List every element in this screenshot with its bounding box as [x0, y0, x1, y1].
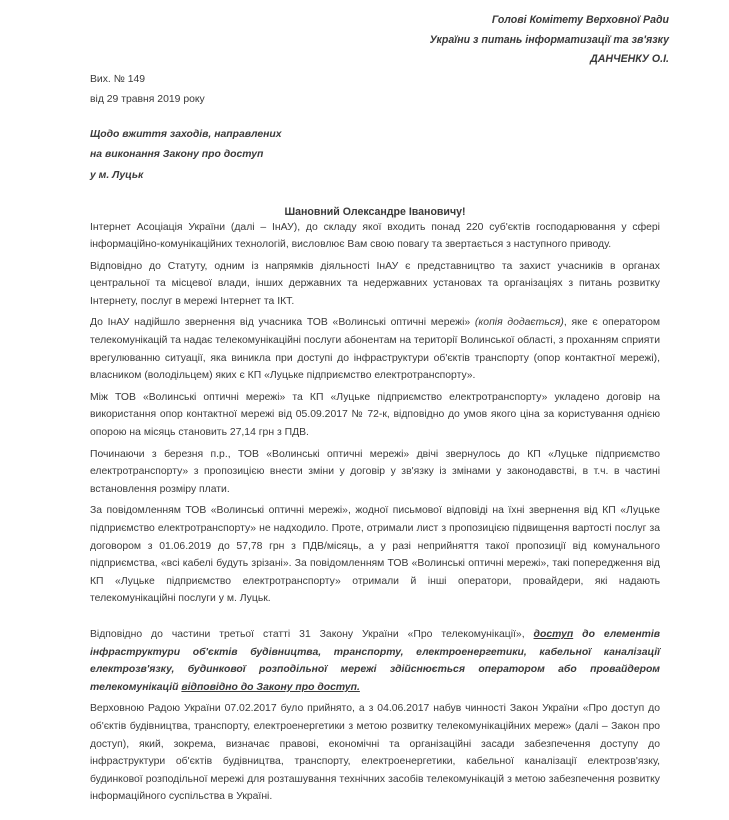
paragraph-5 [90, 446, 660, 499]
emphasis-law-reference: відповідно до Закону про доступ. [181, 681, 360, 693]
paragraph-8 [90, 700, 660, 806]
greeting: Шановний Олександре Івановичу! [284, 205, 466, 218]
outgoing-number: Вих. № 149 [90, 73, 146, 85]
recipient-line-1: Голові Комітету Верховної Ради [491, 14, 669, 26]
paragraph-3 [90, 314, 660, 384]
paragraph-text: До ІнАУ надійшло звернення від учасника ТОВ «Волинські оптичні мережі» [90, 317, 475, 329]
attachment-note: (копія додається) [474, 317, 564, 329]
recipient-name: ДАНЧЕНКУ О.І. [590, 53, 669, 65]
emphasis-access: доступ [533, 628, 574, 640]
paragraph-text: За повідомленням ТОВ «Волинські оптичні мережі», жодної письмової відповіді на їхні звернення від КП «Луцьке підприємство електротранспорту» не надходило. Проте, отримали лист з пропозицією підвищення вартості послуг за договором з 01.06.2019 до 57,78 грн з ПДВ/місяць, а у разі неприйняття такої пропозиції від комунального підприємства, «всі кабелі будуть зрізані». За повідомленням ТОВ «Волинські оптичні мережі», такі попередження від КП «Луцьке підприємство електротранспорту» отримали й інші оператори, провайдери, які надають телекомунікаційні послуги у м. Луцьк. [90, 505, 660, 605]
paragraph-text: Відповідно до Статуту, одним із напрямків діяльності ІнАУ є представництво та захист учасників в органах центральної та місцевої влади, інших державних та недержавних установах та організаціях з питань розвитку Інтернету, послуг в мережі Інтернет та ІКТ. [90, 260, 660, 307]
paragraph-4 [90, 389, 660, 442]
outgoing-date: від 29 травня 2019 року [90, 93, 205, 105]
paragraph-text: Між ТОВ «Волинські оптичні мережі» та КП «Луцьке підприємство електротранспорту» укладено договір на використання опор контактної мережі від 05.09.2017 № 72-к, відповідно до умов якого ціна за користування однією опорою на місяць становить 27,14 грн з ПДВ. [90, 391, 660, 439]
subject-line-3: у м. Луцьк [90, 169, 144, 181]
paragraph-1 [90, 219, 660, 254]
recipient-line-2: України з питань інформатизації та зв'язку [429, 33, 669, 46]
paragraph-text: Інтернет Асоціація України (далі – ІнАУ), до складу якої входить понад 220 суб'єктів господарювання у сфері інформаційно-комунікаційних технологій, висловлює Вам свою повагу та звертається з наступного приводу. [90, 221, 660, 251]
paragraph-text: Відповідно до частини третьої статті 31 Закону України «Про телекомунікації», [90, 628, 534, 640]
paragraph-text: , яке є оператором телекомунікацій та надає телекомунікаційні послуги абонентам на території Волинської області, з проханням сприяти врегулюванню ситуації, яка виникла при доступі до інфраструктури об'єктів транспорту (опор контактної мережі), власником (володільцем) яких є КП «Луцьке підприємство електротранспорту». [90, 317, 660, 382]
subject-line-2: на виконання Закону про доступ [90, 149, 264, 160]
emphasis-text: до елементів інфраструктури об'єктів будівництва, транспорту, електроенергетики, кабельної каналізації електрозв'язку, будинкової розподільної мережі здійснюється оператором або провайдером телекомунікацій [90, 628, 661, 693]
paragraph-2 [90, 258, 660, 311]
paragraph-7 [90, 626, 660, 696]
subject-line-1: Щодо вжиття заходів, направлених [90, 128, 282, 140]
paragraph-6 [90, 502, 660, 608]
paragraph-text: Верховною Радою України 07.02.2017 було прийнято, а з 04.06.2017 набув чинності Закон України «Про доступ до об'єктів будівництва, транспорту, електроенергетики з метою розвитку телекомунікаційних мереж» (далі – Закон про доступ), який, зокрема, визначає правові, економічні та організаційні засади забезпечення доступу до інфраструктури об'єктів будівництва, транспорту, електроенергетики, кабельної каналізації електрозв'язку, будинкової розподільної мережі для розташування технічних засобів телекомунікацій з метою забезпечення розвитку інформаційного суспільства в Україні. [90, 703, 660, 803]
paragraph-text: Починаючи з березня п.р., ТОВ «Волинські оптичні мережі» двічі звернулось до КП «Луцьке підприємство електротранспорту» з пропозицією внести зміни у договір у зв'язку із змінами у законодавстві, в т.ч. в частині встановлення розміру плати. [90, 448, 660, 495]
